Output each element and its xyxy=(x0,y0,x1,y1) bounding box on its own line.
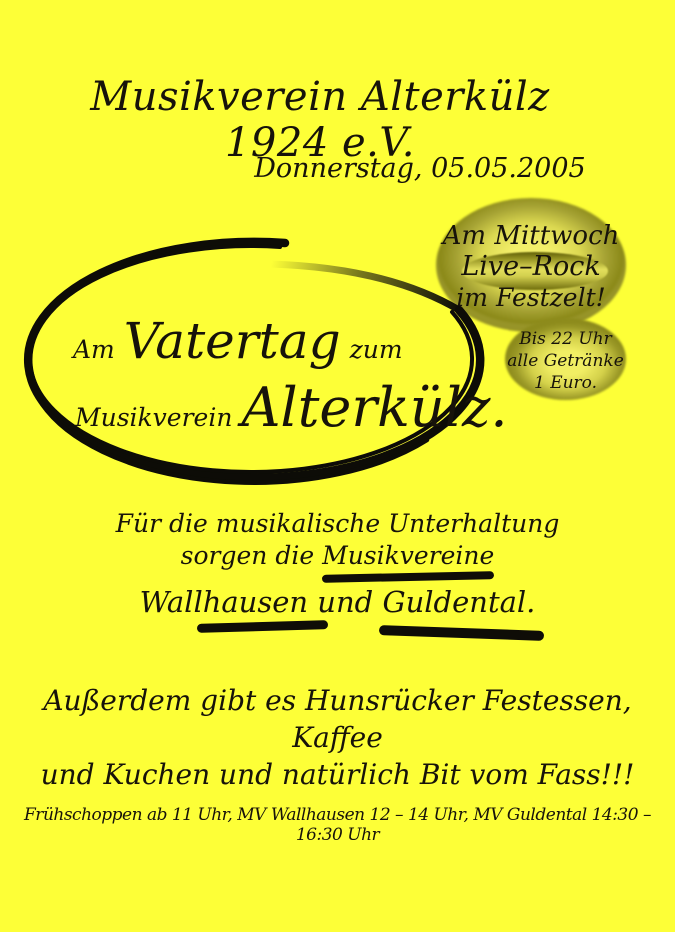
badge-line-3: im Festzelt! xyxy=(456,283,606,312)
badge-line-1: Am Mittwoch xyxy=(442,221,620,251)
underline-musikvereine xyxy=(322,571,494,583)
price-badge-line-3: 1 Euro. xyxy=(533,373,598,393)
announcement-word-zum: zum xyxy=(349,335,403,364)
event-date: Donnerstag, 05.05.2005 xyxy=(254,153,586,184)
program-paragraph xyxy=(0,508,675,572)
extras-line-2: und Kuchen und natürlich Bit vom Fass!!! xyxy=(40,758,635,791)
announcement-line-2 xyxy=(75,376,508,439)
program-line-2: sorgen die Musikvereine xyxy=(180,541,495,570)
schedule-line: Frühschoppen ab 11 Uhr, MV Wallhausen 12 – 14 Uhr, MV Guldental 14:30 – 16:30 Uhr xyxy=(24,805,651,845)
price-badge-line-1: Bis 22 Uhr xyxy=(519,329,612,349)
program-line-3: Wallhausen und Guldental. xyxy=(139,585,536,619)
program-line-1: Für die musikalische Unterhaltung xyxy=(115,509,560,538)
extras-line-1: Außerdem gibt es Hunsrücker Festessen, Kaffee xyxy=(43,684,632,754)
extras-paragraph xyxy=(0,682,675,793)
announcement-word-musikverein: Musikverein xyxy=(75,403,233,432)
announcement-line-1 xyxy=(73,312,403,370)
badge-line-2: Live–Rock xyxy=(461,251,601,282)
announcement-word-am: Am xyxy=(73,335,115,364)
announcement-word-vatertag: Vatertag xyxy=(123,312,341,370)
underline-guldental xyxy=(379,625,544,641)
flyer-title: Musikverein Alterkülz 1924 e.V. xyxy=(90,74,550,166)
underline-wallhausen xyxy=(197,620,328,633)
announcement-word-alterkuelz: Alterkülz. xyxy=(241,376,508,439)
price-badge-line-2: alle Getränke xyxy=(507,351,624,371)
